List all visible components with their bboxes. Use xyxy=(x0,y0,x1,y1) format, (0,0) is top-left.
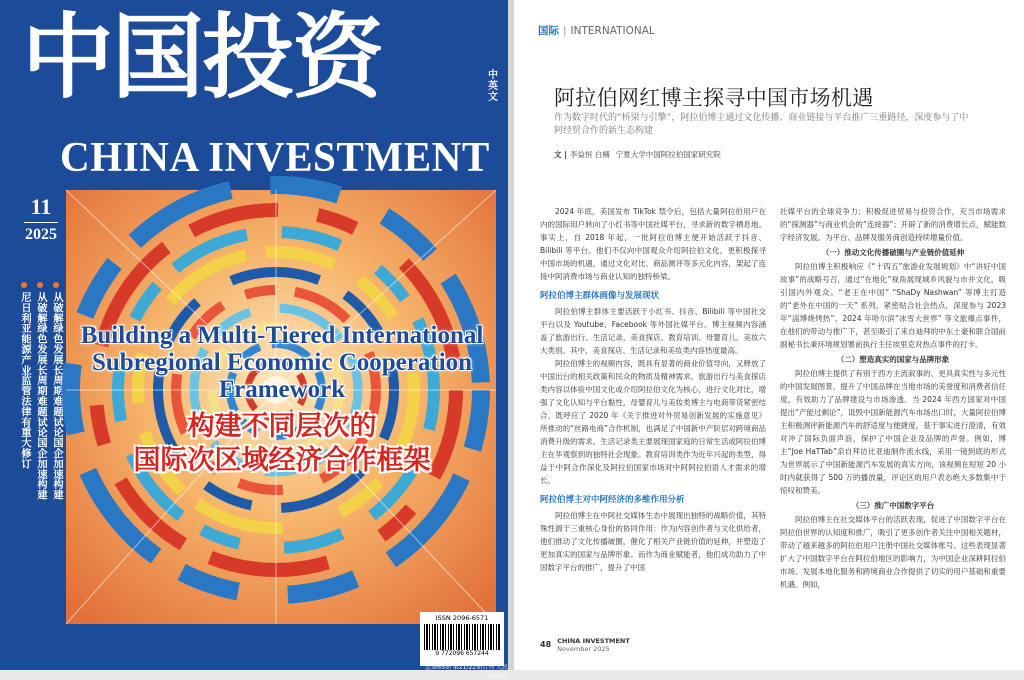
article-byline xyxy=(554,149,721,160)
byline-label: 文 | xyxy=(554,150,567,159)
cover-headline-item xyxy=(34,282,46,500)
issue-divider xyxy=(24,222,58,223)
paragraph: 社媒平台的全球竞争力；积极促进贸易与投资合作，充当市场需求的“探测器”与商业机会的“连接器”；开辟了新的消费增长点，赋能数字经济发展。为平台、品牌及服务商创造持续增量价值。 xyxy=(780,207,1006,242)
byline-affiliation: 宁夏大学中国阿拉伯国家研究院 xyxy=(615,150,721,159)
cover-headline-text: 尼日利亚能源产业监管法律有重大修订 xyxy=(19,292,30,469)
cover-headline-text: 从破解绿色发展长周期难题试论国企加速构建 xyxy=(35,292,46,500)
section-name-en: INTERNATIONAL xyxy=(570,25,655,37)
paragraph: 2024 年底，美国发布 TikTok 禁令后，包括大量阿拉伯用户在内的国际用户转向了小红书等中国社媒平台，寻求新的数字栖息地。事实上，自 2018 年起，一批阿拉伯博主便开始活跃于抖音、Bilibili 等平台。他们不仅向中国观众介绍阿拉伯文化，更积极探寻中国市场的机遇，通过文化对比、商品测评等多元化内容，架起了连接中阿消费市场与商业认知的独特桥梁。 xyxy=(540,207,766,281)
barcode-panel xyxy=(420,612,504,666)
article-title: 阿拉伯网红博主探寻中国市场机遇 xyxy=(554,86,874,110)
section-name-cn: 国际 xyxy=(538,25,559,37)
barcode-icon xyxy=(424,624,500,650)
folio-magazine-block xyxy=(557,637,630,653)
article-page xyxy=(514,0,1024,670)
byline-authors: 李益恒 白楠 xyxy=(569,150,610,159)
issn-number: ISSN 2096-6571 xyxy=(435,614,489,622)
cover-artwork xyxy=(66,190,496,624)
section-heading: 阿拉伯博主对中阿经济的多维作用分析 xyxy=(540,495,685,505)
cover-headline-item xyxy=(18,282,30,500)
bullet-dot-icon xyxy=(53,282,59,288)
cover-feature-english: Building a Multi-Tiered International Subregional Economic Cooperation Framework xyxy=(80,322,484,403)
paragraph: 阿拉伯博主积极响应《“十四五”旅游业发展规划》中“讲好中国故事”的战略号召，通过“在地化”视角展现城乡风貌与市井文化，吸引国内外观众。“老王在中国” “ShaDy Nashwan” 等博主打造的“老外在中国的一天” 系列，紧密贴合社会热点，深度参与 2023 年“淄博烧烤热”、2024 年哈尔滨“冰雪大世界” 等文旅爆点事件，在他们的带动与推广下，甚至吸引了来自迪拜的中东土豪和联合国前副秘书长秉环境规划署前执行主任埃里克对热点事件的打卡。 xyxy=(780,262,1006,349)
paragraph: 阿拉伯博主提供了有别于西方主流叙事的、更具真实性与多元性的中国发展图景，提升了中国品牌在当地市场的美誉度和消费者信任度，有效助力了品牌建设与市场渗透。当 2024 年西方国家对中国提出“产能过剩论”，诋毁中国新能源汽车市场出口时，大量阿拉伯博主积极测评新能源汽车的舒适度与便捷度，基于事实进行澄清，有效对冲了国际负面声浪，保护了中国企业及品牌的声誉。例如，博主“Joe HaTTab”亲自拜访比亚迪制作流水线，采用一镜到底的形式为世界展示了中国新能源汽车发展的真实方向，该视频在短短 20 小时内就获得了 500 万的播放量，评论区的用户表态绝大多数集中于惊叹和赞美。 xyxy=(780,369,1006,495)
page-folio xyxy=(540,637,630,653)
folio-magazine-name: CHINA INVESTMENT xyxy=(557,637,630,645)
masthead-chinese: 中国投资 xyxy=(22,4,383,111)
masthead-tag: 中英文 xyxy=(488,70,498,103)
paragraph: 阿拉伯博主在社交媒体平台的活跃表现，促进了中国数字平台在阿拉伯世界的认知度和推广，吸引了更多创作者关注中国相关题材，带动了越来越多的阿拉伯用户注册中国社交媒体账号。这些表现显著扩大了中国数字平台在阿拉伯地区的影响力，为中国企业深耕阿拉伯市场、发展本地化服务和跨境商业合作提供了切实的用户基础和重要机遇。例如， xyxy=(780,515,1006,589)
section-separator: | xyxy=(563,25,567,37)
issue-badge xyxy=(22,195,60,244)
article-subtitle: 作为数字时代的“桥梁与引擎”，阿拉伯博主通过文化传播、商业链接与平台推广三重路径，深度参与了中阿经贸合作的新生态构建 xyxy=(554,113,969,136)
section-heading: 阿拉伯博主群体画像与发展现状 xyxy=(540,291,660,301)
subsection-heading: （二）塑造真实的国家与品牌形象 xyxy=(836,355,950,364)
cover-price: 总第65期 第21/22期合刊 人民币80元 xyxy=(425,664,508,680)
section-tag xyxy=(538,23,655,38)
article-column-left xyxy=(540,205,766,574)
subsection-heading: （一）推动文化传播破圈与产业链价值延伸 xyxy=(821,248,965,257)
concentric-arcs-illustration xyxy=(66,190,496,624)
cover-headlines xyxy=(18,282,62,500)
folio-month: November 2025 xyxy=(557,645,610,653)
page-number: 48 xyxy=(540,640,552,649)
bullet-dot-icon xyxy=(21,282,27,288)
paragraph: 阿拉伯博主在中阿社交媒体生态中展现出独特的战略价值，其特殊性源于三重核心身份的协同作用：作为内容创作者与文化供给者，他们推动了文化传播破圈，催化了相关产业链价值的延伸，并塑造了更加真实的国家与品牌形象。而作为商业赋能者，他们成功助力了中国数字平台的推广，提升了中国 xyxy=(540,511,766,572)
bullet-dot-icon xyxy=(37,282,43,288)
issue-number: 11 xyxy=(30,194,52,219)
magazine-cover xyxy=(0,0,508,680)
paragraph: 阿拉伯博主群体主要活跃于小红书、抖音、Bilibili 等中国社交平台以及 Youtube、Facebook 等外国社媒平台。博主视频内容涵盖了旅游出行、生活记录、美食探店、教育培训、母婴育儿、美妆六大类别。其中，美食探店、生活记录和美妆类内容热度最高。 xyxy=(540,307,766,355)
paragraph: 阿拉伯博主的视频内容，既具有显著的商业价值导向，又释放了中国出台的相关政策和民众的物质及精神需求。旅游出行与美食探店类内容以体验中国文化或介绍阿拉伯文化为核心，进行文化对比，增强了文化认知与平台黏性，母婴育儿与美妆类博主与电商带货紧密结合，既呼应了 2020 年《关于推进对外贸易创新发展的实施意见》所推动的“丝路电商”合作机制，也满足了中国新中产阶层对跨境商品消费升级的需求。生活记录类主要展现国家庭的日常生活或阿拉伯博主在华观察到的独特社会现象。教育培训类作为近年兴起的类型，得益于中阿合作深化及阿拉伯国家市场对中阿阿拉伯语人才需求的增长。 xyxy=(540,359,766,485)
cover-feature-chinese-line2: 国际次区域经济合作框架 xyxy=(133,445,431,476)
masthead-english: CHINA INVESTMENT xyxy=(60,135,490,181)
subsection-heading: （三）推广中国数字平台 xyxy=(851,501,935,510)
barcode-number: 9 772096 657244 xyxy=(435,650,489,657)
cover-headline-text: 从破解绿色发展长周期难题试论国企加速构建 xyxy=(51,292,62,500)
article-column-right xyxy=(780,205,1006,591)
cover-headline-item xyxy=(50,282,62,500)
issue-year: 2025 xyxy=(25,226,57,243)
cover-feature-chinese xyxy=(72,410,492,478)
cover-feature-chinese-line1: 构建不同层次的 xyxy=(187,411,377,442)
